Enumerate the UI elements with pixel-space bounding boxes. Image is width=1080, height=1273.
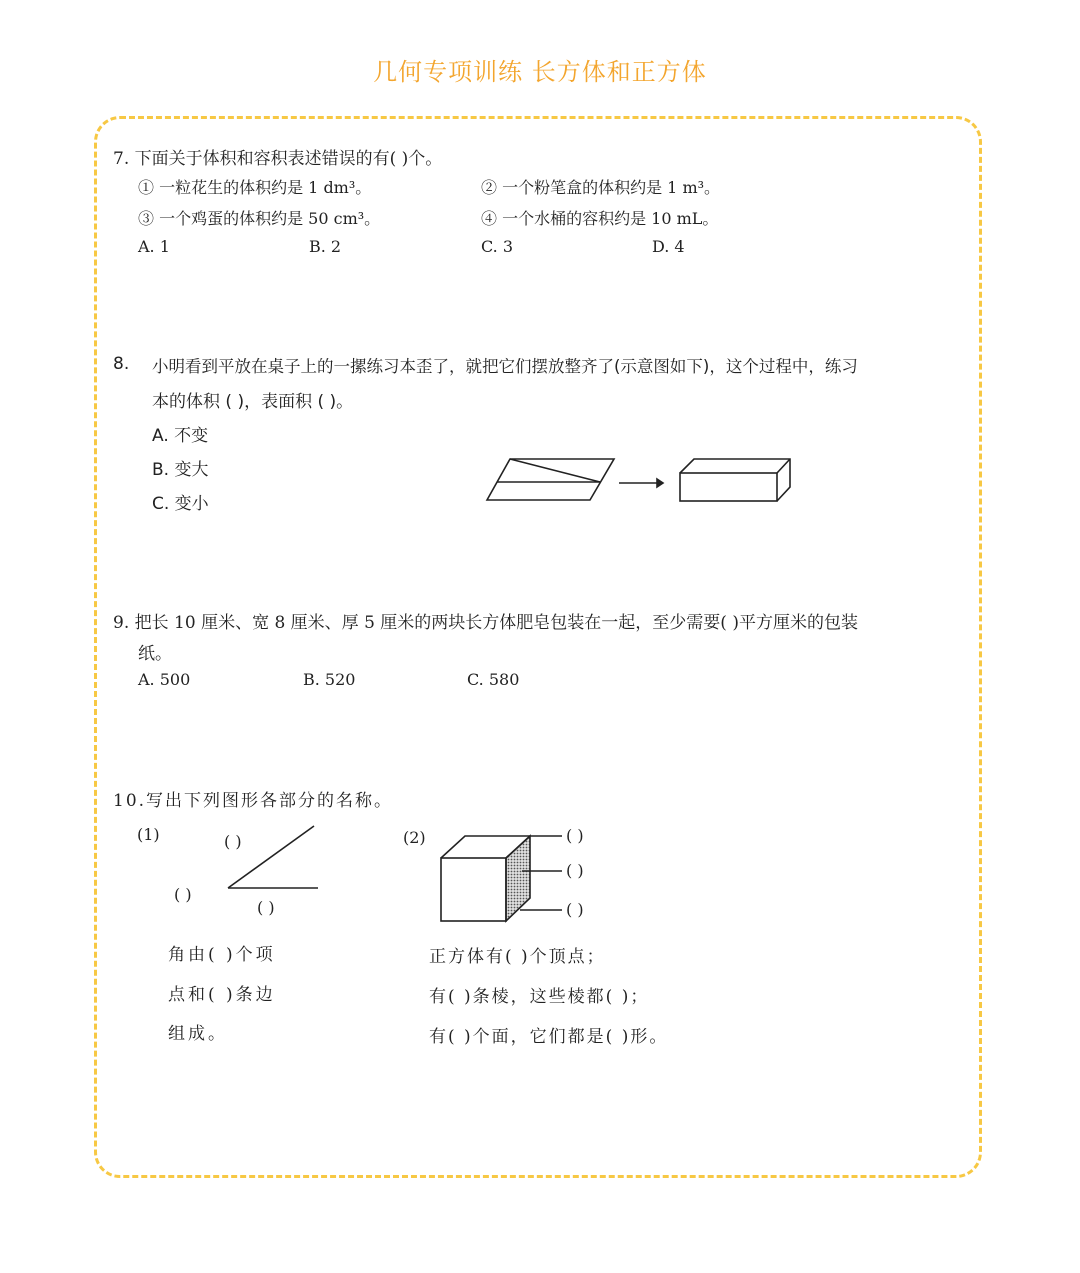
q7-item-3: ③ 一个鸡蛋的体积约是 50 cm³。	[138, 209, 381, 228]
q8-option-c: C. 变小	[152, 494, 209, 514]
q7-item-2: ② 一个粉笔盒的体积约是 1 m³。	[481, 178, 721, 197]
cube-blank-3: ( )	[566, 900, 584, 919]
part2-text-1: 正方体有( )个顶点；	[429, 947, 606, 967]
q7-option-c: C. 3	[481, 237, 514, 256]
q8-option-b: B. 变大	[152, 460, 209, 480]
cube-blank-2: ( )	[566, 861, 584, 880]
part1-text-3: 组成。	[168, 1024, 228, 1044]
q7-option-b: B. 2	[309, 237, 342, 256]
q10-stem: 10.写出下列图形各部分的名称。	[113, 791, 394, 811]
q7-item-1: ① 一粒花生的体积约是 1 dm³。	[138, 178, 372, 197]
angle-vertex-blank: ( )	[174, 885, 192, 904]
page-title: 几何专项训练 长方体和正方体	[373, 58, 707, 86]
angle-base-blank: ( )	[257, 898, 275, 917]
q8-line-2: 本的体积 ( )，表面积 ( )。	[152, 392, 354, 412]
q7-option-d: D. 4	[652, 237, 685, 256]
part2-text-3: 有( )个面，它们都是( )形。	[429, 1027, 669, 1047]
q8-line-1: 小明看到平放在桌子上的一摞练习本歪了，就把它们摆放整齐了(示意图如下)，这个过程中，练习	[152, 357, 858, 376]
q8-option-a: A. 不变	[152, 426, 209, 446]
q9-line-2: 纸。	[138, 644, 172, 664]
q8-number: 8.	[113, 354, 130, 374]
part1-text-1: 角由( )个项	[168, 945, 276, 965]
q10-part2-label: (2)	[403, 828, 426, 847]
q7-stem: 7. 下面关于体积和容积表述错误的有( )个。	[113, 149, 443, 169]
cube-blank-1: ( )	[566, 826, 584, 845]
shaded-face	[506, 836, 530, 921]
q9-option-b: B. 520	[303, 670, 356, 689]
q7-option-a: A. 1	[138, 237, 170, 256]
q9-option-a: A. 500	[138, 670, 191, 689]
part1-text-2: 点和( )条边	[168, 985, 276, 1005]
q10-part1-label: (1)	[137, 825, 160, 844]
q7-item-4: ④ 一个水桶的容积约是 10 mL。	[481, 209, 719, 228]
part2-text-2: 有( )条棱，这些棱都( )；	[429, 987, 650, 1007]
q9-option-c: C. 580	[467, 670, 520, 689]
angle-side-blank: ( )	[224, 832, 242, 851]
q9-line-1: 9. 把长 10 厘米、宽 8 厘米、厚 5 厘米的两块长方体肥皂包装在一起，至少需要( )平方厘米的包装	[113, 613, 858, 633]
